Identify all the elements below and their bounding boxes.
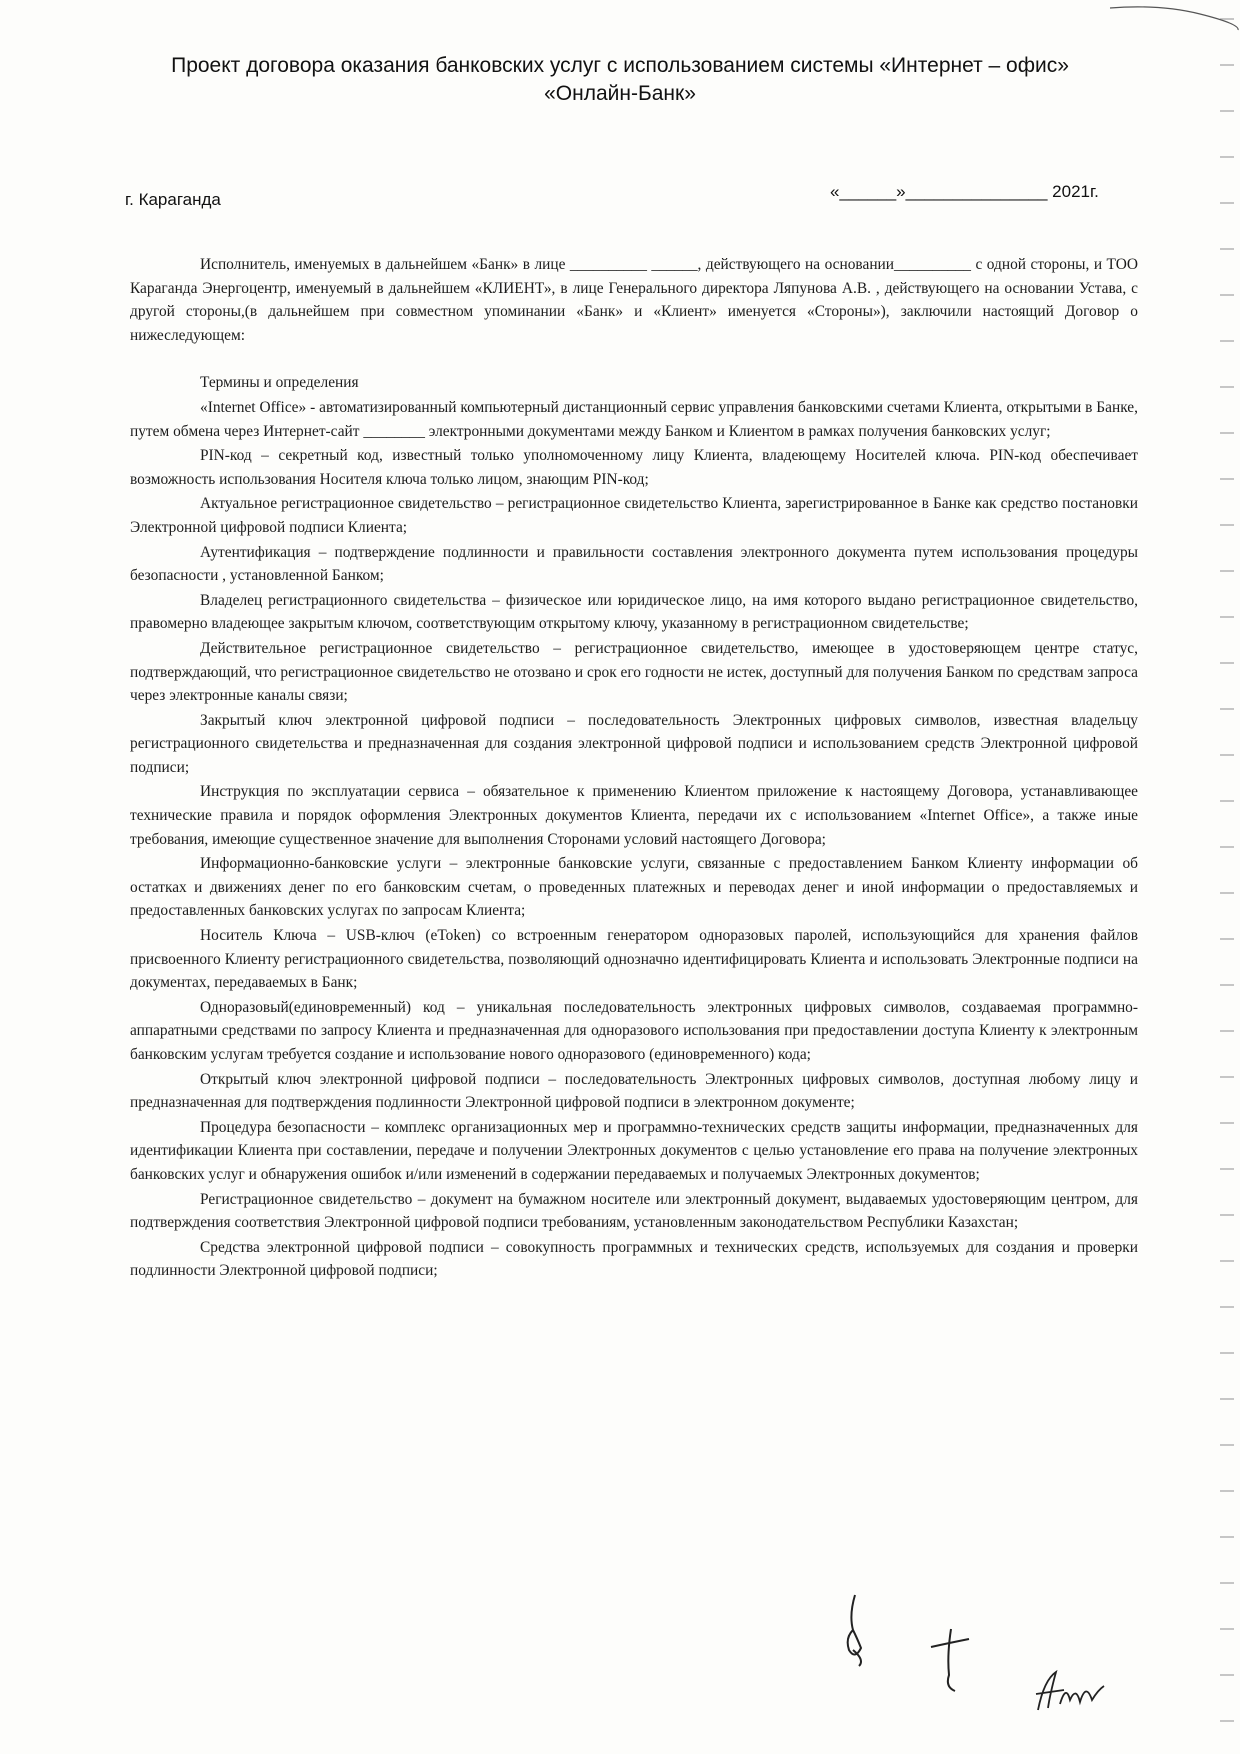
section-heading: Термины и определения [200,374,359,392]
document-title [120,52,1120,108]
corner-mark [1100,0,1240,40]
title-line-2: «Онлайн-Банк» [544,82,696,105]
intro-paragraph: Исполнитель, именуемых в дальнейшем «Банк» в лице __________ ______, действующего на основании__________ с одной стороны, и ТОО Караганда Энергоцентр, именуемый в дальнейшем «КЛИЕНТ», в лице Генерального директора Ляпунова А.В. , действующего на основании Устава, с другой стороны,(в дальнейшем при совместном упоминании «Банк» и «Клиент» именуется «Стороны»), заключили настоящий Договор о нижеследующем: [130,256,1138,344]
definition-item: PIN-код – секретный код, известный только уполномоченному лицу Клиента, владеющему Носителей ключа. PIN-код обеспечивает возможность использования Носителя ключа только лицом, знающим PIN-код; [130,447,1138,488]
definition-item: Средства электронной цифровой подписи – совокупность программных и технических средств, используемых для создания и проверки подлинности Электронной цифровой подписи; [130,1238,1138,1280]
definition-item: Открытый ключ электронной цифровой подписи – последовательность Электронных цифровых символов, доступная любому лицу и предназначенная для подтверждения подлинности Электронной цифровой подписи в электронном документе; [130,1070,1138,1112]
definition-item: Инструкция по эксплуатации сервиса – обязательное к применению Клиентом приложение к настоящему Договора, устанавливающее технические правила и порядок оформления Электронных документов Клиента, передачи их с использованием «Internet Office», а также иные требования, имеющие существенное значение для выполнения Сторонами условий настоящего Договора; [130,783,1138,848]
definition-item: «Internet Office» - автоматизированный компьютерный дистанционный сервис управления банковскими счетами Клиента, открытыми в Банке, путем обмена через Интернет-сайт ________ электронными документами между Банком и Клиентом в рамках получения банковских услуг; [130,398,1138,440]
definition-item: Закрытый ключ электронной цифровой подписи – последовательность Электронных цифровых символов, известная владельцу регистрационного свидетельства и предназначенная для создания электронной цифровой подписи и использованием средств Электронной цифровой подписи; [130,711,1138,776]
handwritten-initial-2 [925,1625,975,1695]
definition-item: Актуальное регистрационное свидетельство – регистрационное свидетельство Клиента, зарегистрированное в Банке как средство постановки Электронной цифровой подписи Клиента; [130,495,1138,536]
definition-item: Процедура безопасности – комплекс организационных мер и программно-технических средств защиты информации, предназначенных для идентификации Клиента при составлении, передаче и получении Электронных документов с целью установление его права на получение электронных банковских услуг и обнаружения ошибок и/или изменений в содержании передаваемых и получаемых Электронных документов; [130,1118,1138,1183]
title-line-1: Проект договора оказания банковских услуг с использованием системы «Интернет – офис» [171,54,1069,77]
date-field: «______»_______________ 2021г. [830,182,1099,201]
definition-item: Владелец регистрационного свидетельства – физическое или юридическое лицо, на имя которого выдано регистрационное свидетельство, правомерно владеющее закрытым ключом, соответствующим открытому ключу, указанному в регистрационном свидетельстве; [130,591,1138,633]
scan-edge-artifact [1220,0,1234,1754]
document-body [130,253,1138,1283]
definition-item: Одноразовый(единовременный) код – уникальная последовательность электронных цифровых символов, создаваемая программно-аппаратными средствами по запросу Клиента и предназначенная для одноразового использования при предоставлении доступа Клиенту к электронным банковским услугам требуется создание и использование нового одноразового (единовременного) кода; [130,998,1138,1063]
definition-item: Регистрационное свидетельство – документ на бумажном носителе или электронный документ, выдаваемых удостоверяющим центром, для подтверждения соответствия Электронной цифровой подписи требованиям, установленным законодательством Республики Казахстан; [130,1190,1138,1232]
definition-item: Информационно-банковские услуги – электронные банковские услуги, связанные с предоставлением Банком Клиенту информации об остатках и движениях денег по его банковским счетам, о проведенных платежных и переводах денег и иной информации о предоставляемых и предоставленных банковских услугах по запросам Клиента; [130,855,1138,920]
handwritten-signature [1030,1660,1110,1720]
city-label: г. Караганда [125,190,221,209]
definition-item: Аутентификация – подтверждение подлинности и правильности составления электронного документа путем использования процедуры безопасности , установленной Банком; [130,543,1138,585]
definition-item: Действительное регистрационное свидетельство – регистрационное свидетельство, имеющее в удостоверяющем центре статус, подтверждающий, что регистрационное свидетельство не отозвано и срок его годности не истек, доступный для получения Банком по средствам запроса через электронные каналы связи; [130,639,1138,705]
definition-item: Носитель Ключа – USB-ключ (eToken) со встроенным генератором одноразовых паролей, использующийся для хранения файлов присвоенного Клиенту регистрационного свидетельства, позволяющий однозначно идентифицировать Клиента и использовать Электронные подписи на документах, передаваемых в Банк; [130,927,1138,992]
handwritten-initial-1 [835,1590,875,1670]
